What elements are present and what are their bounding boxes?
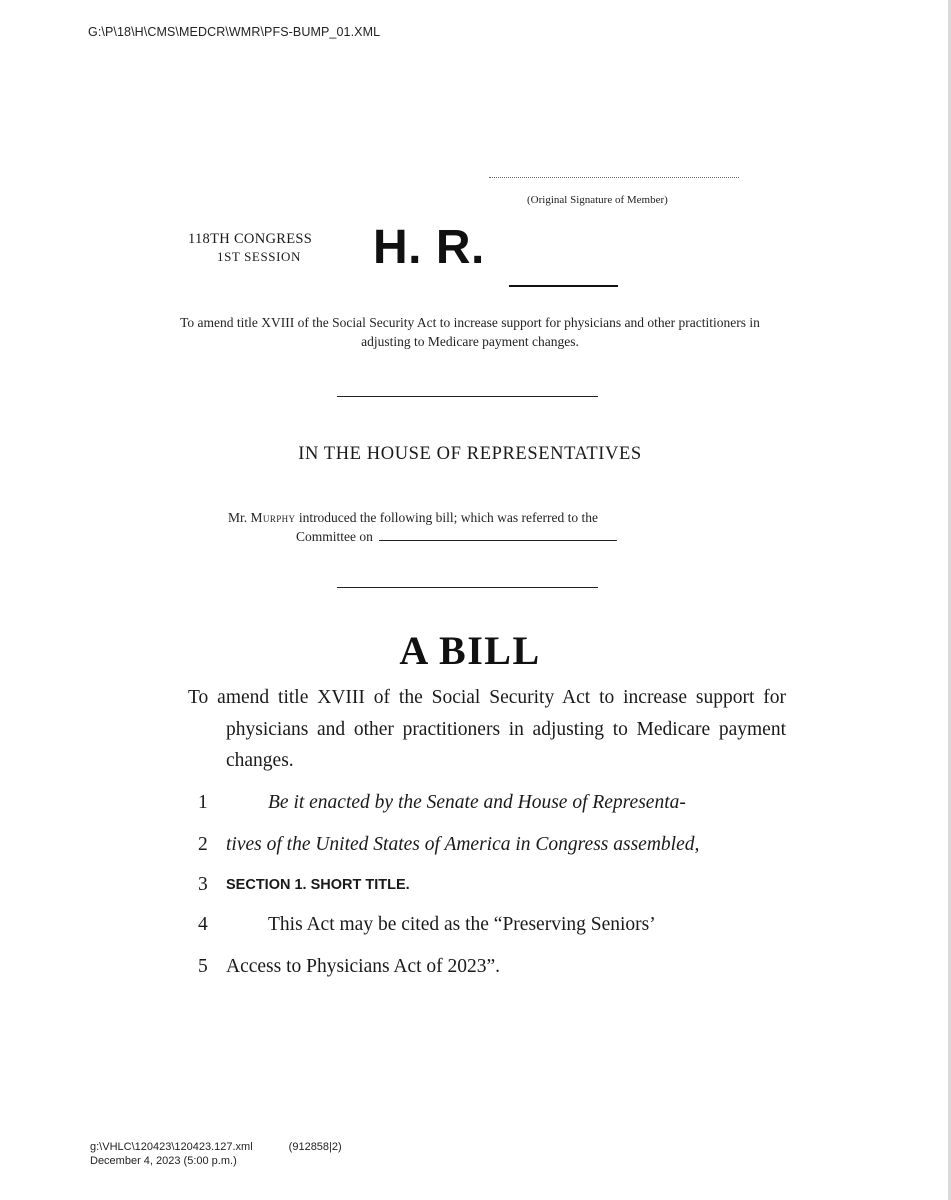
enacting-clause-continued: tives of the United States of America in Congress assembled, bbox=[226, 834, 700, 855]
chamber-heading: IN THE HOUSE OF REPRESENTATIVES bbox=[298, 444, 642, 464]
divider-rule bbox=[337, 587, 598, 588]
committee-blank bbox=[379, 530, 617, 541]
bill-number-label: H. R. bbox=[373, 221, 485, 274]
committee-line bbox=[228, 527, 728, 546]
footer-code: (912858|2) bbox=[288, 1141, 342, 1153]
session-label: 1ST SESSION bbox=[217, 249, 302, 264]
line-number: 2 bbox=[198, 834, 208, 855]
sponsor-name: Murphy bbox=[250, 510, 296, 525]
divider-rule bbox=[337, 396, 598, 397]
introduction-statement bbox=[228, 508, 728, 546]
long-title: To amend title XVIII of the Social Security Act to increase support for physicians and other practitioners in adjusting to Medicare payment changes. bbox=[188, 687, 786, 771]
congress-label: 118TH CONGRESS bbox=[188, 231, 313, 247]
footer-file: g:\VHLC\120423\120423.127.xml bbox=[90, 1141, 253, 1153]
line-number: 1 bbox=[198, 792, 208, 813]
file-path-header: G:\P\18\H\CMS\MEDCR\WMR\PFS-BUMP_01.XML bbox=[88, 25, 381, 39]
signature-caption: (Original Signature of Member) bbox=[527, 194, 668, 206]
line-number: 4 bbox=[198, 914, 208, 935]
line-number: 5 bbox=[198, 956, 208, 977]
line-number: 3 bbox=[198, 874, 208, 895]
short-description: To amend title XVIII of the Social Security Act to increase support for physicians and other practitioners in adjusting to Medicare payment changes. bbox=[180, 315, 760, 349]
document-type-heading: A BILL bbox=[399, 628, 541, 673]
section-heading: SECTION 1. SHORT TITLE. bbox=[226, 877, 410, 893]
committee-label: Committee on bbox=[296, 529, 373, 544]
section-text: This Act may be cited as the “Preserving Seniors’ bbox=[268, 914, 656, 935]
signature-line bbox=[489, 177, 739, 178]
enacting-clause: Be it enacted by the Senate and House of Representa- bbox=[268, 792, 686, 813]
introduction-prefix: Mr. bbox=[228, 510, 248, 525]
congress-session-block bbox=[188, 231, 312, 265]
section-text-continued: Access to Physicians Act of 2023”. bbox=[226, 956, 501, 977]
footer-timestamp: December 4, 2023 (5:00 p.m.) bbox=[90, 1154, 237, 1167]
bill-number-blank bbox=[509, 285, 618, 287]
introduction-text: introduced the following bill; which was referred to the bbox=[298, 510, 598, 525]
document-footer bbox=[90, 1141, 342, 1168]
